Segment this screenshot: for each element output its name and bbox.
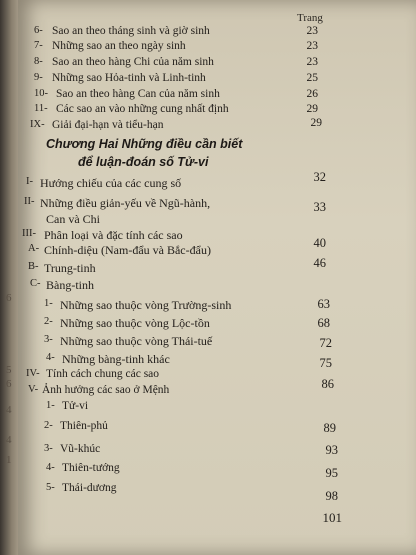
toc-entry-title: Những sao Hỏa-tinh và Linh-tinh <box>52 72 206 84</box>
spine-mark: 5 <box>6 364 12 376</box>
toc-entry-title: Những sao thuộc vòng Lộc-tồn <box>60 316 210 330</box>
toc-entry-title: Sao an theo hàng Can của năm sinh <box>56 88 220 100</box>
toc-entry-title: Hướng chiếu của các cung số <box>40 176 182 190</box>
toc-entry-title: Tử-vi <box>62 400 89 412</box>
toc-entry-title: Chính-diệu (Nam-đẩu và Bắc-đẩu) <box>44 243 211 257</box>
toc-entry-number: III- <box>22 228 36 239</box>
chapter-subheading: để luận-đoán số Tử-vi <box>78 155 209 169</box>
toc-entry-title: Những sao thuộc vòng Trường-sinh <box>60 298 232 312</box>
toc-entry-title: Tính cách chung các sao <box>46 368 160 380</box>
toc-entry-title: Những sao thuộc vòng Thái-tuế <box>60 334 213 348</box>
toc-entry-page: 101 <box>322 510 342 525</box>
chapter-heading: Chương Hai Những điều cần biết <box>46 137 243 151</box>
spine-mark: 4 <box>6 404 12 416</box>
spine-mark: 6 <box>6 378 12 390</box>
toc-entry-title: Thiên-tướng <box>62 462 120 474</box>
toc-entry-page: 29 <box>310 117 322 129</box>
toc-entry-number: 1- <box>44 298 53 309</box>
toc-entry-page: 75 <box>319 356 332 370</box>
toc-entry-page: 95 <box>325 466 338 480</box>
toc-entry-number: 7- <box>34 40 43 51</box>
toc-entry-title: Bàng-tinh <box>46 278 94 292</box>
toc-entry-number: A- <box>28 243 40 254</box>
toc-entry-number: 10- <box>34 88 48 99</box>
toc-entry-title: Thái-dương <box>62 482 117 494</box>
toc-entry-number: C- <box>30 278 41 289</box>
toc-entry-number: 9- <box>34 72 43 83</box>
toc-entry-title: Vũ-khúc <box>60 443 101 455</box>
toc-entry-number: IX- <box>30 119 45 130</box>
toc-entry-number: II- <box>24 196 35 207</box>
toc-entry-page: 93 <box>325 443 338 457</box>
toc-entry-title: Những bàng-tinh khác <box>62 352 170 366</box>
toc-entry-number: 4- <box>46 462 55 473</box>
toc-entry-page: 86 <box>321 377 334 391</box>
toc-entry-page: 33 <box>313 200 326 214</box>
toc-entry-title: Các sao an vào những cung nhất định <box>56 103 229 115</box>
spine-mark: 1 <box>6 454 12 466</box>
toc-entry-page: 32 <box>313 170 326 184</box>
toc-entry-title: Những điều giản-yếu về Ngũ-hành, <box>40 196 211 210</box>
toc-entry-number: 1- <box>46 400 55 411</box>
toc-entry-title: Can và Chi <box>46 212 100 226</box>
toc-entry-title: Phân loại và đặc tính các sao <box>44 228 183 242</box>
toc-entry-number: 5- <box>46 482 55 493</box>
toc-entry-number: 2- <box>44 420 53 431</box>
toc-entry-title: Giải đại-hạn và tiểu-hạn <box>52 119 164 131</box>
toc-entry-number: IV- <box>26 368 40 379</box>
toc-entry-number: 11- <box>34 103 48 114</box>
toc-entry-title: Ảnh hưởng các sao ở Mệnh <box>42 384 170 396</box>
toc-entry-page: 40 <box>313 236 326 250</box>
toc-entry-number: V- <box>28 384 39 395</box>
toc-entry-number: 4- <box>46 352 55 363</box>
toc-entry-number: 6- <box>34 25 43 36</box>
spine-mark: 4 <box>6 434 12 446</box>
page-column-header: Trang <box>297 12 323 24</box>
spine-mark: 6 <box>6 292 12 304</box>
toc-entry-page: 46 <box>313 256 326 270</box>
toc-entry-page: 29 <box>306 103 318 115</box>
toc-entry-title: Những sao an theo ngày sinh <box>52 40 186 52</box>
toc-entry-number: 3- <box>44 443 53 454</box>
toc-entry-page: 23 <box>306 40 318 52</box>
toc-entry-number: B- <box>28 261 39 272</box>
toc-entry-number: 8- <box>34 56 43 67</box>
toc-entry-page: 23 <box>306 56 318 68</box>
toc-entry-page: 25 <box>306 72 318 84</box>
toc-entry-title: Trung-tinh <box>44 261 96 275</box>
toc-entry-number: 2- <box>44 316 53 327</box>
toc-entry-title: Thiên-phủ <box>60 420 108 432</box>
toc-entry-page: 68 <box>317 316 330 330</box>
toc-entry-page: 26 <box>306 88 318 100</box>
toc-entry-page: 23 <box>306 25 318 37</box>
toc-entry-number: I- <box>26 176 33 187</box>
toc-entry-number: 3- <box>44 334 53 345</box>
toc-entry-title: Sao an theo tháng sinh và giờ sinh <box>52 25 210 37</box>
toc-entry-page: 63 <box>317 297 330 311</box>
toc-entry-title: Sao an theo hàng Chi của năm sinh <box>52 56 214 68</box>
toc-entry-page: 89 <box>323 421 336 435</box>
toc-entry-page: 72 <box>319 336 332 350</box>
book-page <box>18 0 416 555</box>
toc-entry-page: 98 <box>325 489 338 503</box>
